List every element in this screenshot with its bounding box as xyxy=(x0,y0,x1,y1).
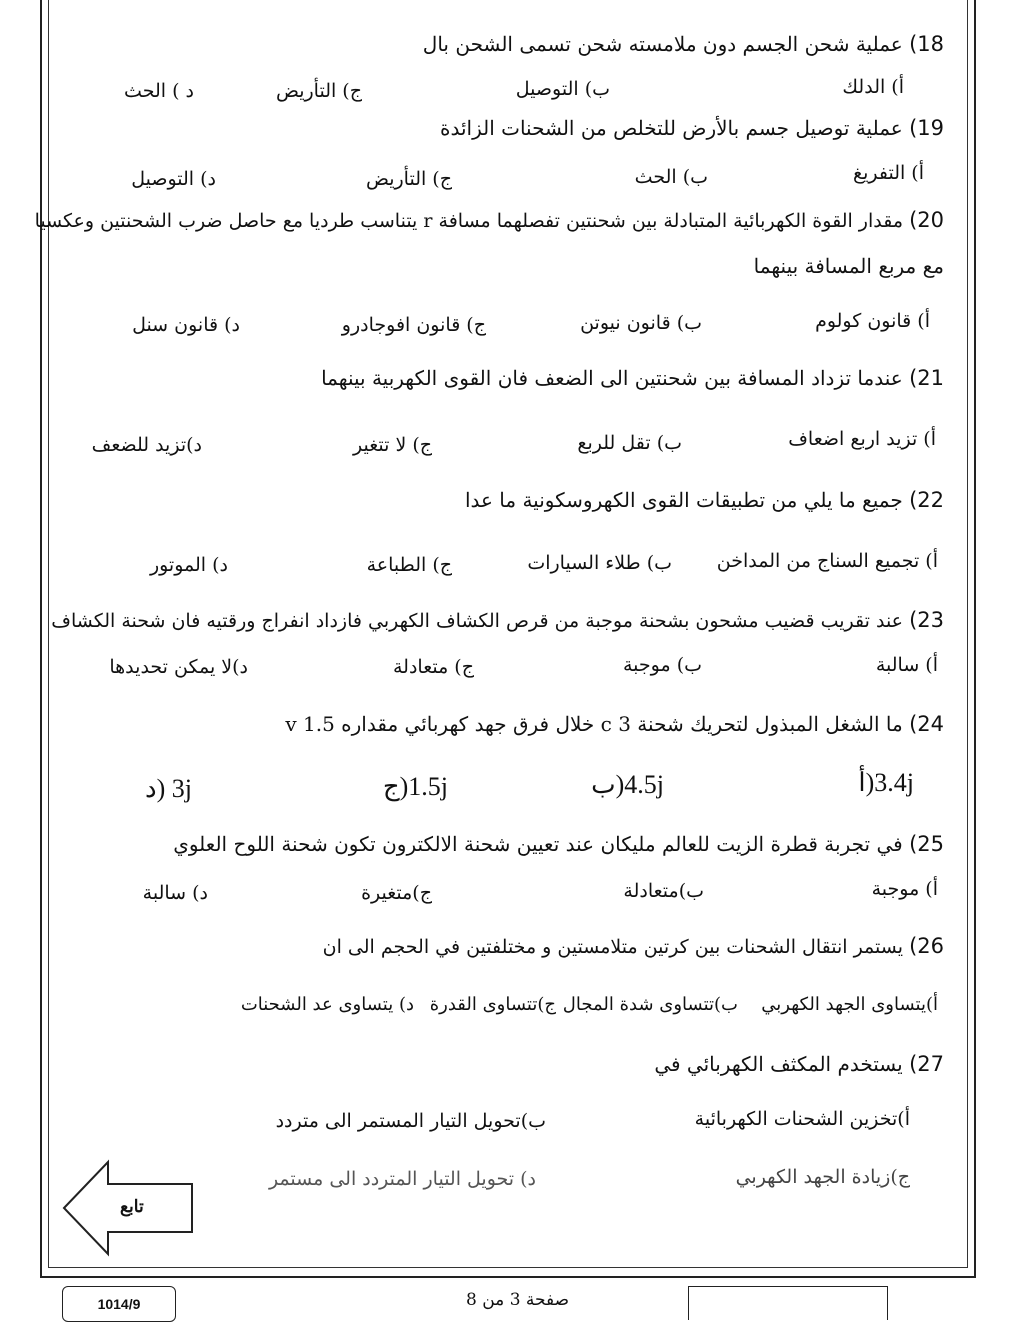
option-c[interactable]: ج)متغيرة xyxy=(361,882,432,904)
question-number: 23) xyxy=(909,608,944,632)
question-23 xyxy=(51,608,944,632)
option-a[interactable]: أ) التفريغ xyxy=(852,162,924,184)
question-text: عند تقريب قضيب مشحون بشحنة موجبة من قرص الكشاف الكهربي فازداد انفراج ورقتيه فان شحنة الكشاف xyxy=(51,610,904,632)
next-page-label: تابع xyxy=(120,1197,144,1217)
option-d[interactable]: د)تزيد للضعف xyxy=(91,434,202,456)
option-b[interactable]: ب)متعادلة xyxy=(623,880,704,902)
question-number: 25) xyxy=(909,832,944,856)
question-number: 18) xyxy=(909,32,944,56)
option-d[interactable]: د ) الحث xyxy=(124,80,194,102)
question-text: عملية شحن الجسم دون ملامسته شحن تسمى الشحن بال xyxy=(422,32,903,56)
question-number: 19) xyxy=(909,116,944,140)
option-c[interactable]: ج) التأريض xyxy=(275,80,362,102)
option-c[interactable]: ج) التأريض xyxy=(365,168,452,190)
question-22 xyxy=(465,488,944,512)
option-c[interactable]: ج)تتساوى القدرة xyxy=(429,994,556,1015)
option-b[interactable]: ب) طلاء السيارات xyxy=(527,552,672,574)
option-d[interactable]: د) الموتور xyxy=(149,554,228,576)
page-border-inner xyxy=(48,0,968,1268)
option-d[interactable]: د) يتساوى عد الشحنات xyxy=(240,994,414,1015)
option-d[interactable]: د)لا يمكن تحديدها xyxy=(109,656,248,678)
question-number: 21) xyxy=(909,366,944,390)
option-d[interactable]: د) قانون سنل xyxy=(132,314,240,336)
option-b[interactable]: ب) التوصيل xyxy=(515,78,610,100)
question-number: 24) xyxy=(909,712,944,736)
question-19 xyxy=(440,116,944,140)
question-number: 20) xyxy=(909,208,944,232)
option-a[interactable]: أ) موجبة xyxy=(871,878,938,900)
option-b[interactable]: 4.5j(ب xyxy=(591,770,664,799)
option-b[interactable]: ب)تتساوى شدة المجال xyxy=(562,994,738,1015)
question-text: في تجربة قطرة الزيت للعالم مليكان عند تعيين شحنة الالكترون تكون شحنة اللوح العلوي xyxy=(173,832,903,856)
question-text: عملية توصيل جسم بالأرض للتخلص من الشحنات الزائدة xyxy=(439,116,903,140)
option-c[interactable]: ج)زيادة الجهد الكهربي xyxy=(735,1166,910,1188)
blank-footer-box xyxy=(688,1286,888,1320)
option-a[interactable]: أ) الدلك xyxy=(842,76,904,98)
question-text: مقدار القوة الكهربائية المتبادلة بين شحنتين تفصلهما مسافة r يتناسب طرديا مع حاصل ضرب الشحنتين وعكسيا xyxy=(34,210,904,232)
question-26 xyxy=(323,934,944,958)
option-d[interactable]: 3j (د xyxy=(145,774,192,803)
option-b[interactable]: ب) موجبة xyxy=(623,654,702,676)
option-a[interactable]: 3.4j(أ xyxy=(858,768,914,797)
option-b[interactable]: ب) الحث xyxy=(634,166,708,188)
question-text: جميع ما يلي من تطبيقات القوى الكهروسكونية ما عدا xyxy=(464,488,903,512)
question-text-continued: مع مربع المسافة بينهما xyxy=(753,254,944,278)
question-number: 27) xyxy=(909,1052,944,1076)
option-b[interactable]: ب)تحويل التيار المستمر الى متردد xyxy=(275,1110,546,1132)
question-21 xyxy=(321,366,944,390)
option-b[interactable]: ب) قانون نيوتن xyxy=(580,312,702,334)
option-c[interactable]: ج) قانون افوجادرو xyxy=(341,314,486,336)
question-number: 26) xyxy=(909,934,944,958)
question-24 xyxy=(285,712,944,736)
option-d[interactable]: د) سالبة xyxy=(142,882,208,904)
option-c[interactable]: ج) الطباعة xyxy=(366,554,452,576)
option-d[interactable]: د) التوصيل xyxy=(131,168,216,190)
question-number: 22) xyxy=(909,488,944,512)
question-20 xyxy=(35,208,944,232)
option-c[interactable]: ج) متعادلة xyxy=(392,656,474,678)
option-c[interactable]: 1.5j(ج xyxy=(382,772,448,801)
option-a[interactable]: أ) قانون كولوم xyxy=(815,310,930,332)
option-c[interactable]: ج) لا تتغير xyxy=(353,434,432,456)
question-25 xyxy=(173,832,944,856)
question-text: عندما تزداد المسافة بين شحنتين الى الضعف فان القوى الكهربية بينهما xyxy=(321,366,903,390)
option-d[interactable]: د) تحويل التيار المتردد الى مستمر xyxy=(268,1168,536,1190)
exam-code-box: 1014/9 xyxy=(62,1286,176,1322)
question-text: يستمر انتقال الشحنات بين كرتين متلامستين و مختلفتين في الحجم الى ان xyxy=(322,936,904,958)
option-a[interactable]: أ) سالبة xyxy=(875,654,938,676)
option-a[interactable]: أ) تجميع السناج من المداخن xyxy=(716,550,938,572)
option-a[interactable]: أ)تخزين الشحنات الكهربائية xyxy=(694,1108,910,1130)
question-text: ما الشغل المبذول لتحريك شحنة 3 c خلال فرق جهد كهربائي مقداره 1.5 v xyxy=(285,712,903,736)
question-18 xyxy=(423,32,944,56)
option-a[interactable]: أ)يتساوى الجهد الكهربي xyxy=(761,994,938,1015)
option-a[interactable]: أ) تزيد اربع اضعاف xyxy=(788,428,936,450)
option-b[interactable]: ب) تقل للربع xyxy=(577,432,682,454)
question-27 xyxy=(654,1052,944,1076)
page-number: صفحة 3 من 8 xyxy=(466,1290,570,1310)
question-text: يستخدم المكثف الكهربائي في xyxy=(654,1052,903,1076)
